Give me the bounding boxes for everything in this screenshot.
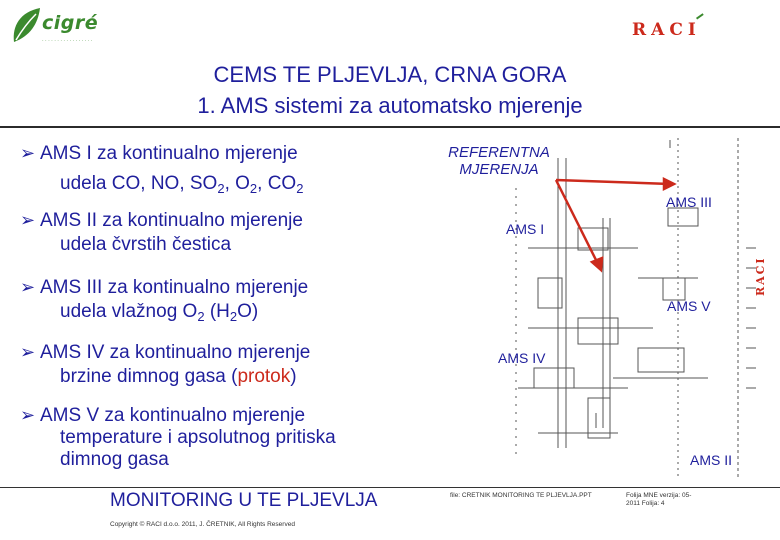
- cigre-logo: [10, 6, 120, 48]
- bullet-heading: AMS II za kontinualno mjerenje: [40, 210, 303, 231]
- label-ams-v: AMS V: [667, 298, 711, 314]
- schematic-drawing: [438, 128, 776, 488]
- bullet-arrow-icon: ➢: [20, 210, 36, 231]
- footer-file-name: file: CRETNIK MONITORING TE PLJEVLJA.PPT: [450, 492, 592, 499]
- bullet-detail: udela CO, NO, $SO_2$, $O_2$, $CO_2$: [60, 173, 304, 196]
- bullet-detail: udela čvrstih čestica: [60, 234, 232, 255]
- bullet-detail: temperature i apsolutnog pritiska: [60, 427, 336, 448]
- bullet-heading: AMS I za kontinualno mjerenje: [40, 143, 298, 164]
- label-ams-i: AMS I: [506, 221, 545, 237]
- footer-divider: [0, 487, 780, 488]
- reference-measurements-label: REFERENTNA MJERENJA: [448, 144, 550, 178]
- raci-side-logo: RACI: [754, 256, 767, 296]
- bullet-arrow-icon: ➢: [20, 405, 36, 426]
- label-ams-iv: AMS IV: [498, 350, 546, 366]
- bullet-arrow-icon: ➢: [20, 143, 36, 164]
- footer-monitoring-title: MONITORING U TE PLJEVLJA: [110, 490, 378, 511]
- page-title: CEMS TE PLJEVLJA, CRNA GORA: [213, 62, 567, 87]
- ams-schematic: [438, 128, 776, 488]
- bullet-arrow-icon: ➢: [20, 342, 36, 363]
- footer-page-info: Folija MNE verzija: 05- 2011 Folija: 4: [626, 492, 692, 507]
- bullet-detail-2: dimnog gasa: [60, 449, 169, 470]
- leaf-icon: [10, 6, 44, 46]
- label-ams-ii: AMS II: [690, 452, 733, 468]
- bullet-heading: AMS V za kontinualno mjerenje: [40, 405, 306, 426]
- protok-highlight: protok: [237, 366, 291, 387]
- bullet-detail: brzine dimnog gasa (protok): [60, 366, 297, 387]
- cigre-tagline: · · · · · · · · · · · · · · · · ·: [42, 38, 93, 44]
- page-subtitle: 1. AMS sistemi za automatsko mjerenje: [197, 93, 583, 118]
- bullet-detail: udela vlažnog $O_2$ $(H_2O)$: [60, 301, 259, 324]
- bullet-heading: AMS IV za kontinualno mjerenje: [40, 342, 311, 363]
- footer-copyright: Copyright © RACI d.o.o. 2011, J. ČRETNIK, All Rights Reserved: [110, 521, 295, 528]
- cigre-wordmark: cigré: [42, 12, 99, 34]
- raci-logo: [632, 20, 701, 40]
- raci-wordmark: RACI: [632, 20, 701, 40]
- bullet-arrow-icon: ➢: [20, 277, 36, 298]
- label-ams-iii: AMS III: [666, 194, 712, 210]
- bullet-heading: AMS III za kontinualno mjerenje: [40, 277, 309, 298]
